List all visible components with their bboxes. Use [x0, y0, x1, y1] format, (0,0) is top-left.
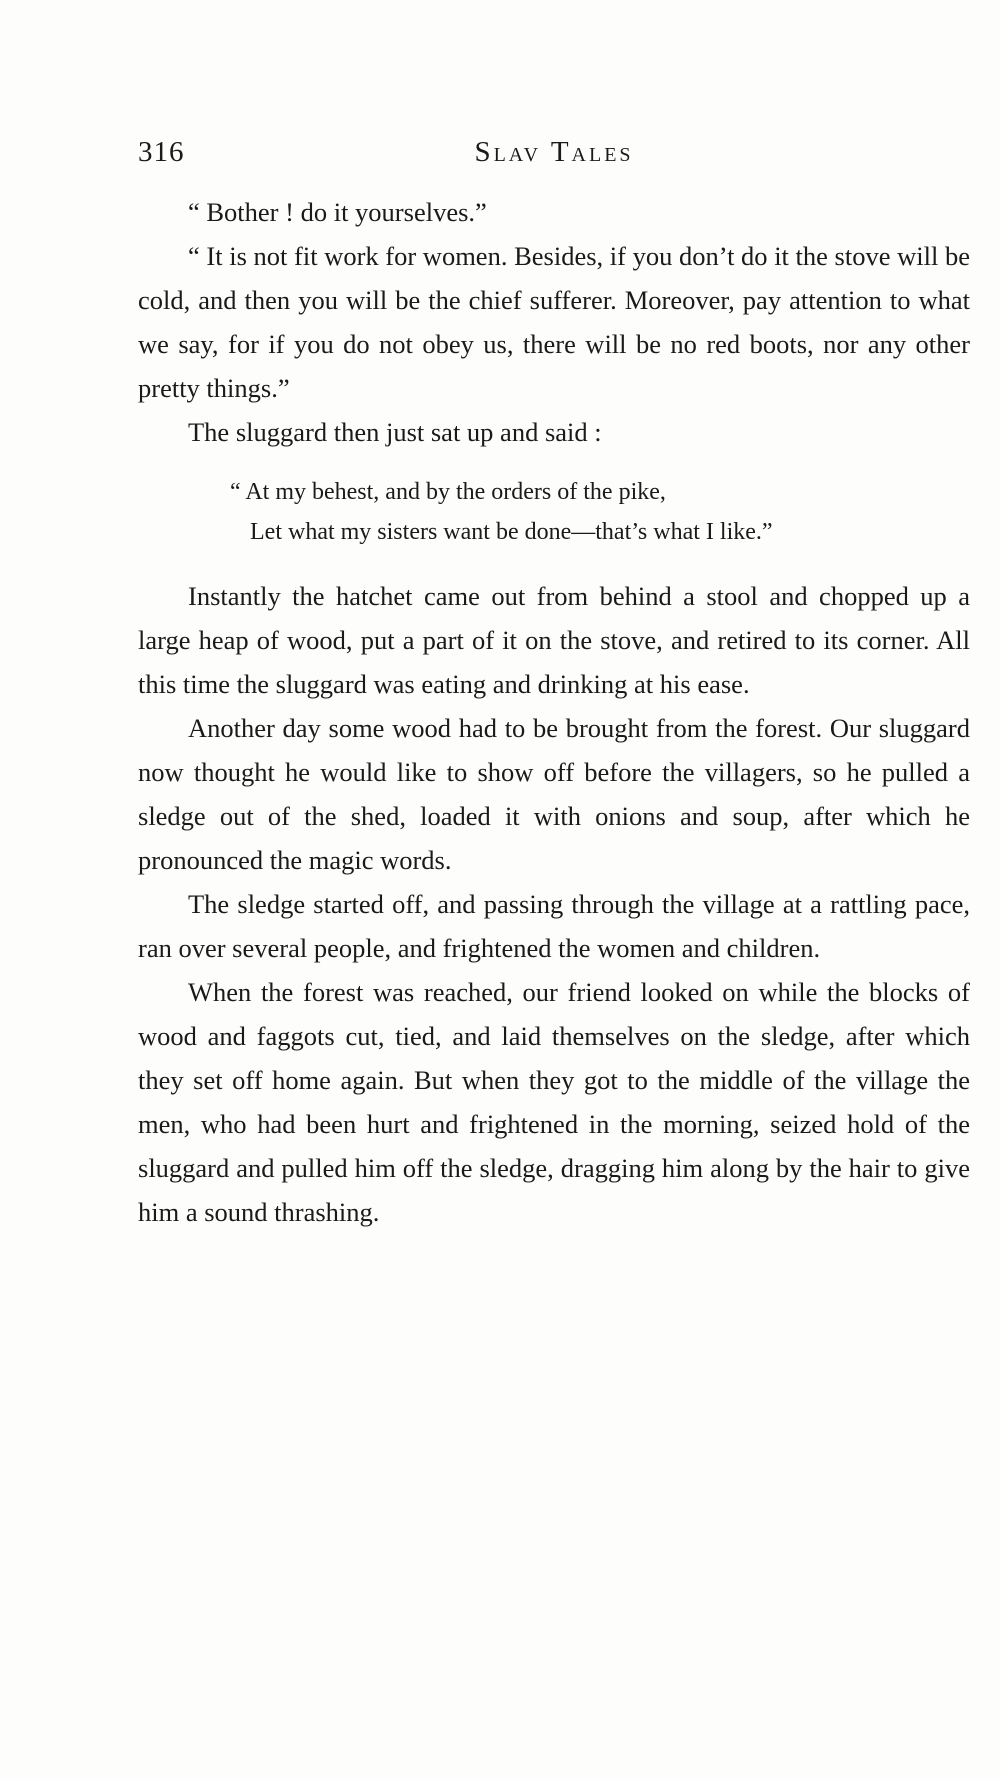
running-title: Slav Tales: [474, 136, 634, 168]
page-number: 316: [138, 136, 185, 168]
verse-line: Let what my sisters want be done—that’s what I like.”: [250, 519, 773, 545]
body-text: [138, 190, 970, 1234]
paragraph: “ Bother ! do it yourselves.”: [188, 197, 487, 227]
verse-line: “ At my behest, and by the orders of the pike,: [230, 479, 666, 505]
page-header: [138, 136, 970, 176]
paragraph: Instantly the hatchet came out from behind a stool and chopped up a large heap of wood, put a part of it on the stove, and retired to its corner. All this time the sluggard was eating and drinking at his ease.: [138, 581, 970, 699]
paragraph: The sluggard then just sat up and said :: [188, 417, 602, 447]
paragraph: Another day some wood had to be brought from the forest. Our sluggard now thought he would like to show off before the villagers, so he pulled a sledge out of the shed, loaded it with onions and soup, after which he pronounced the magic words.: [138, 713, 970, 875]
verse-quote: [230, 472, 970, 552]
paragraph: “ It is not fit work for women. Besides, if you don’t do it the stove will be cold, and then you will be the chief sufferer. Moreover, pay attention to what we say, for if you do not obey us, there will be no red boots, nor any other pretty things.”: [138, 241, 970, 403]
paragraph: When the forest was reached, our friend looked on while the blocks of wood and faggots cut, tied, and laid themselves on the sledge, after which they set off home again. But when they got to the middle of the village the men, who had been hurt and frightened in the morning, seized hold of the sluggard and pulled him off the sledge, dragging him along by the hair to give him a sound thrashing.: [138, 977, 970, 1227]
paragraph: The sledge started off, and passing through the village at a rattling pace, ran over several people, and frightened the women and children.: [138, 889, 970, 963]
